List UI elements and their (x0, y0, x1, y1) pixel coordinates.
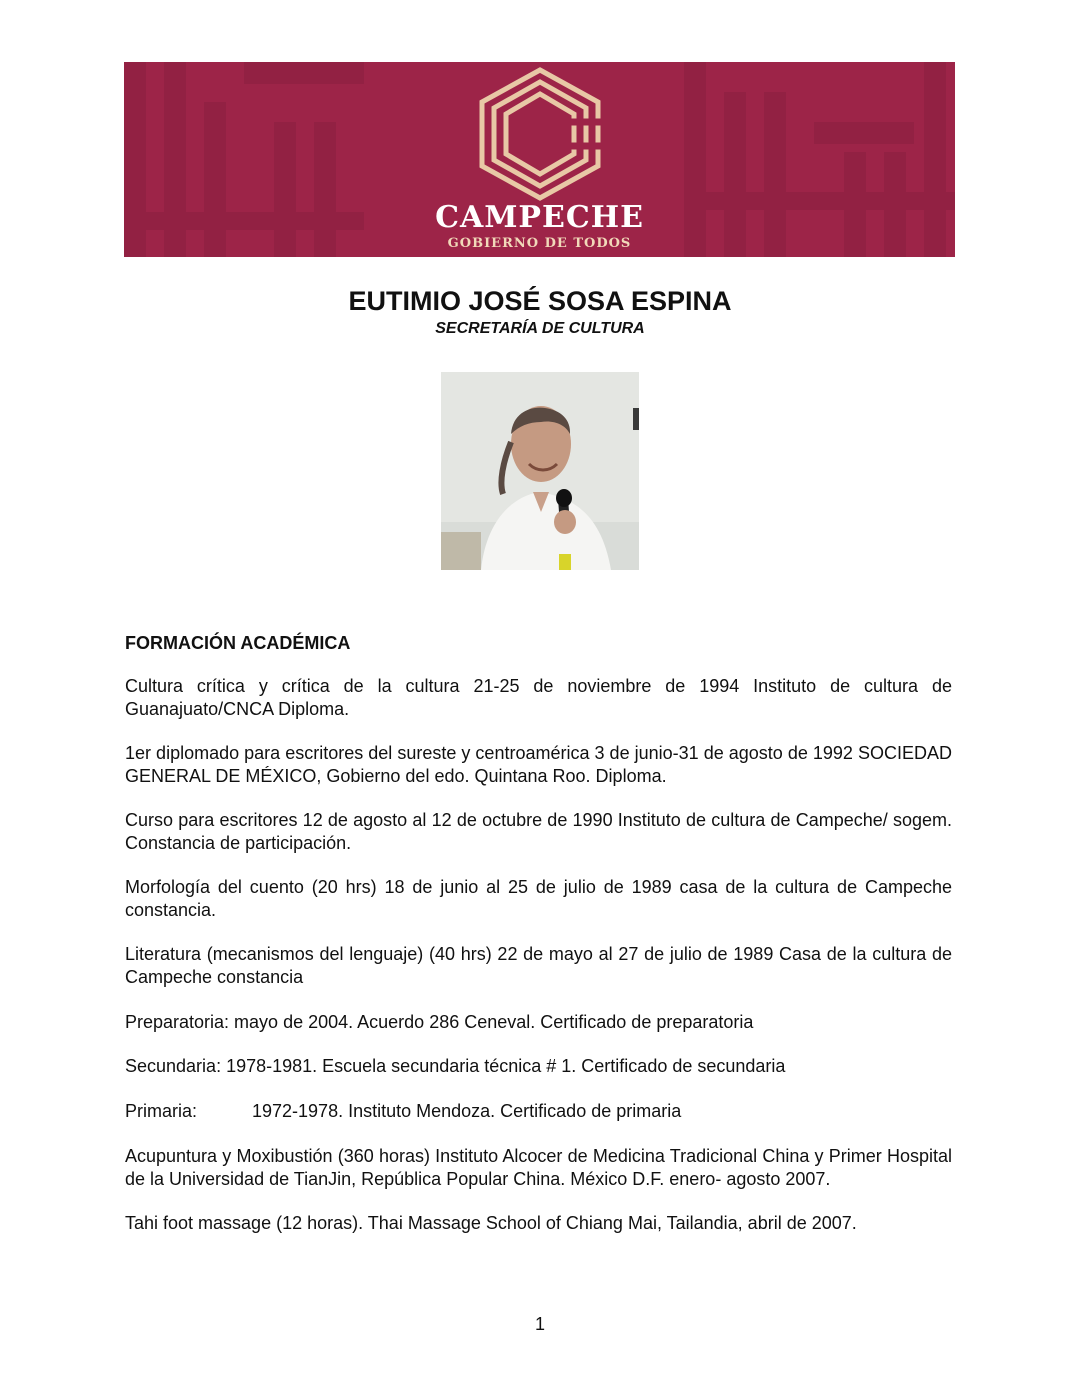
education-entry: Tahi foot massage (12 horas). Thai Massage School of Chiang Mai, Tailandia, abril de 2007. (125, 1213, 857, 1233)
education-entry: Literatura (mecanismos del lenguaje) (40 hrs) 22 de mayo al 27 de julio de 1989 Casa de la cultura de Campeche constancia (125, 944, 952, 987)
education-entry: Secundaria: 1978-1981. Escuela secundaria técnica # 1. Certificado de secundaria (125, 1056, 786, 1076)
education-entry-primaria (125, 1100, 952, 1123)
education-entry: 1er diplomado para escritores del sureste y centroamérica 3 de junio-31 de agosto de 1992 SOCIEDAD GENERAL DE MÉXICO, Gobierno del edo. Quintana Roo. Diploma. (125, 743, 952, 786)
primaria-text: 1972-1978. Instituto Mendoza. Certificado de primaria (252, 1101, 682, 1121)
campeche-logo (124, 62, 955, 257)
page-title: EUTIMIO JOSÉ SOSA ESPINA (348, 286, 732, 316)
logo-title: CAMPECHE (435, 200, 644, 235)
department-subtitle: SECRETARÍA DE CULTURA (435, 320, 645, 337)
logo-subtitle: GOBIERNO DE TODOS (447, 236, 632, 251)
primaria-label: Primaria: (125, 1101, 198, 1121)
education-entry: Acupuntura y Moxibustión (360 horas) Instituto Alcocer de Medicina Tradicional China y Primer Hospital de la Universidad de TianJin, República Popular China. México D.F. enero- agosto 2007. (125, 1146, 952, 1189)
education-entry: Morfología del cuento (20 hrs) 18 de junio al 25 de julio de 1989 casa de la cultura de Campeche constancia. (125, 877, 952, 920)
education-entry: Cultura crítica y crítica de la cultura 21-25 de noviembre de 1994 Instituto de cultura de Guanajuato/CNCA Diploma. (125, 676, 952, 719)
section-heading-formacion: FORMACIÓN ACADÉMICA (125, 633, 351, 653)
page-number: 1 (534, 1314, 545, 1334)
education-entry: Preparatoria: mayo de 2004. Acuerdo 286 Ceneval. Certificado de preparatoria (125, 1012, 754, 1032)
profile-photo (441, 372, 639, 570)
education-entry: Curso para escritores 12 de agosto al 12 de octubre de 1990 Instituto de cultura de Campeche/ sogem. Constancia de participación. (125, 810, 952, 853)
header-banner (124, 62, 955, 257)
